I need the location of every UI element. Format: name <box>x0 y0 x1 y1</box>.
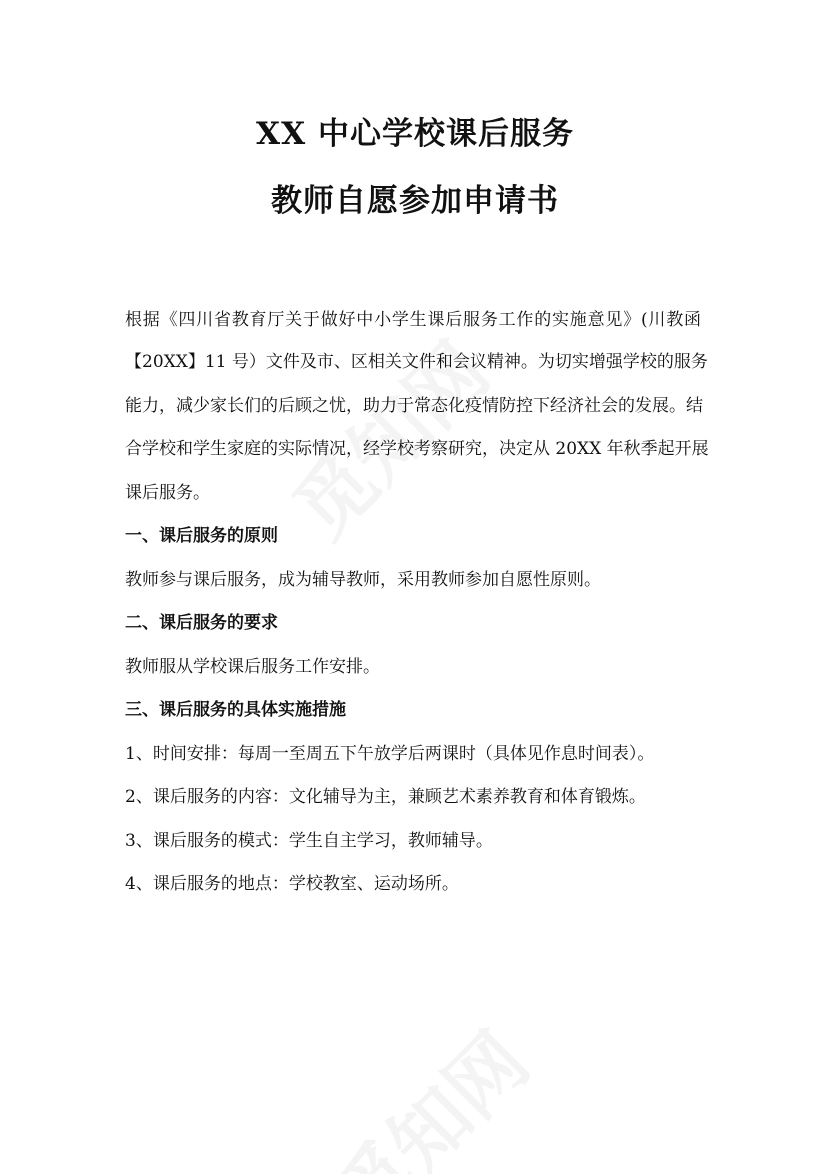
watermark <box>265 314 510 559</box>
section-text: 教师参与课后服务，成为辅导教师，采用教师参加自愿性原则。 <box>125 570 601 590</box>
list-item: 4、课后服务的地点：学校教室、运动场所。 <box>125 874 459 894</box>
document-title-line1: XX 中心学校课后服务 <box>256 116 574 152</box>
section-heading: 三、课后服务的具体实施措施 <box>125 700 346 720</box>
list-item: 1、时间安排：每周一至周五下午放学后两课时（具体见作息时间表）。 <box>125 744 655 764</box>
section-heading: 二、课后服务的要求 <box>125 613 278 633</box>
intro-line: 根据《四川省教育厅关于做好中小学生课后服务工作的实施意见》(川教函 <box>125 310 701 330</box>
intro-line: 课后服务。 <box>125 483 210 503</box>
intro-line: 合学校和学生家庭的实际情况，经学校考察研究，决定从 20XX 年秋季起开展 <box>125 439 709 459</box>
intro-line: 能力，减少家长们的后顾之忧，助力于常态化疫情防控下经济社会的发展。结 <box>125 396 703 416</box>
section-heading: 一、课后服务的原则 <box>125 526 278 546</box>
list-item: 2、课后服务的内容：文化辅导为主，兼顾艺术素养教育和体育锻炼。 <box>125 787 646 807</box>
intro-line: 【20XX】11 号）文件及市、区相关文件和会议精神。为切实增强学校的服务 <box>125 352 708 372</box>
watermark <box>305 1004 550 1174</box>
list-item: 3、课后服务的模式：学生自主学习，教师辅导。 <box>125 831 493 851</box>
section-text: 教师服从学校课后服务工作安排。 <box>125 657 380 677</box>
document-title-line2: 教师自愿参加申请书 <box>271 183 559 219</box>
